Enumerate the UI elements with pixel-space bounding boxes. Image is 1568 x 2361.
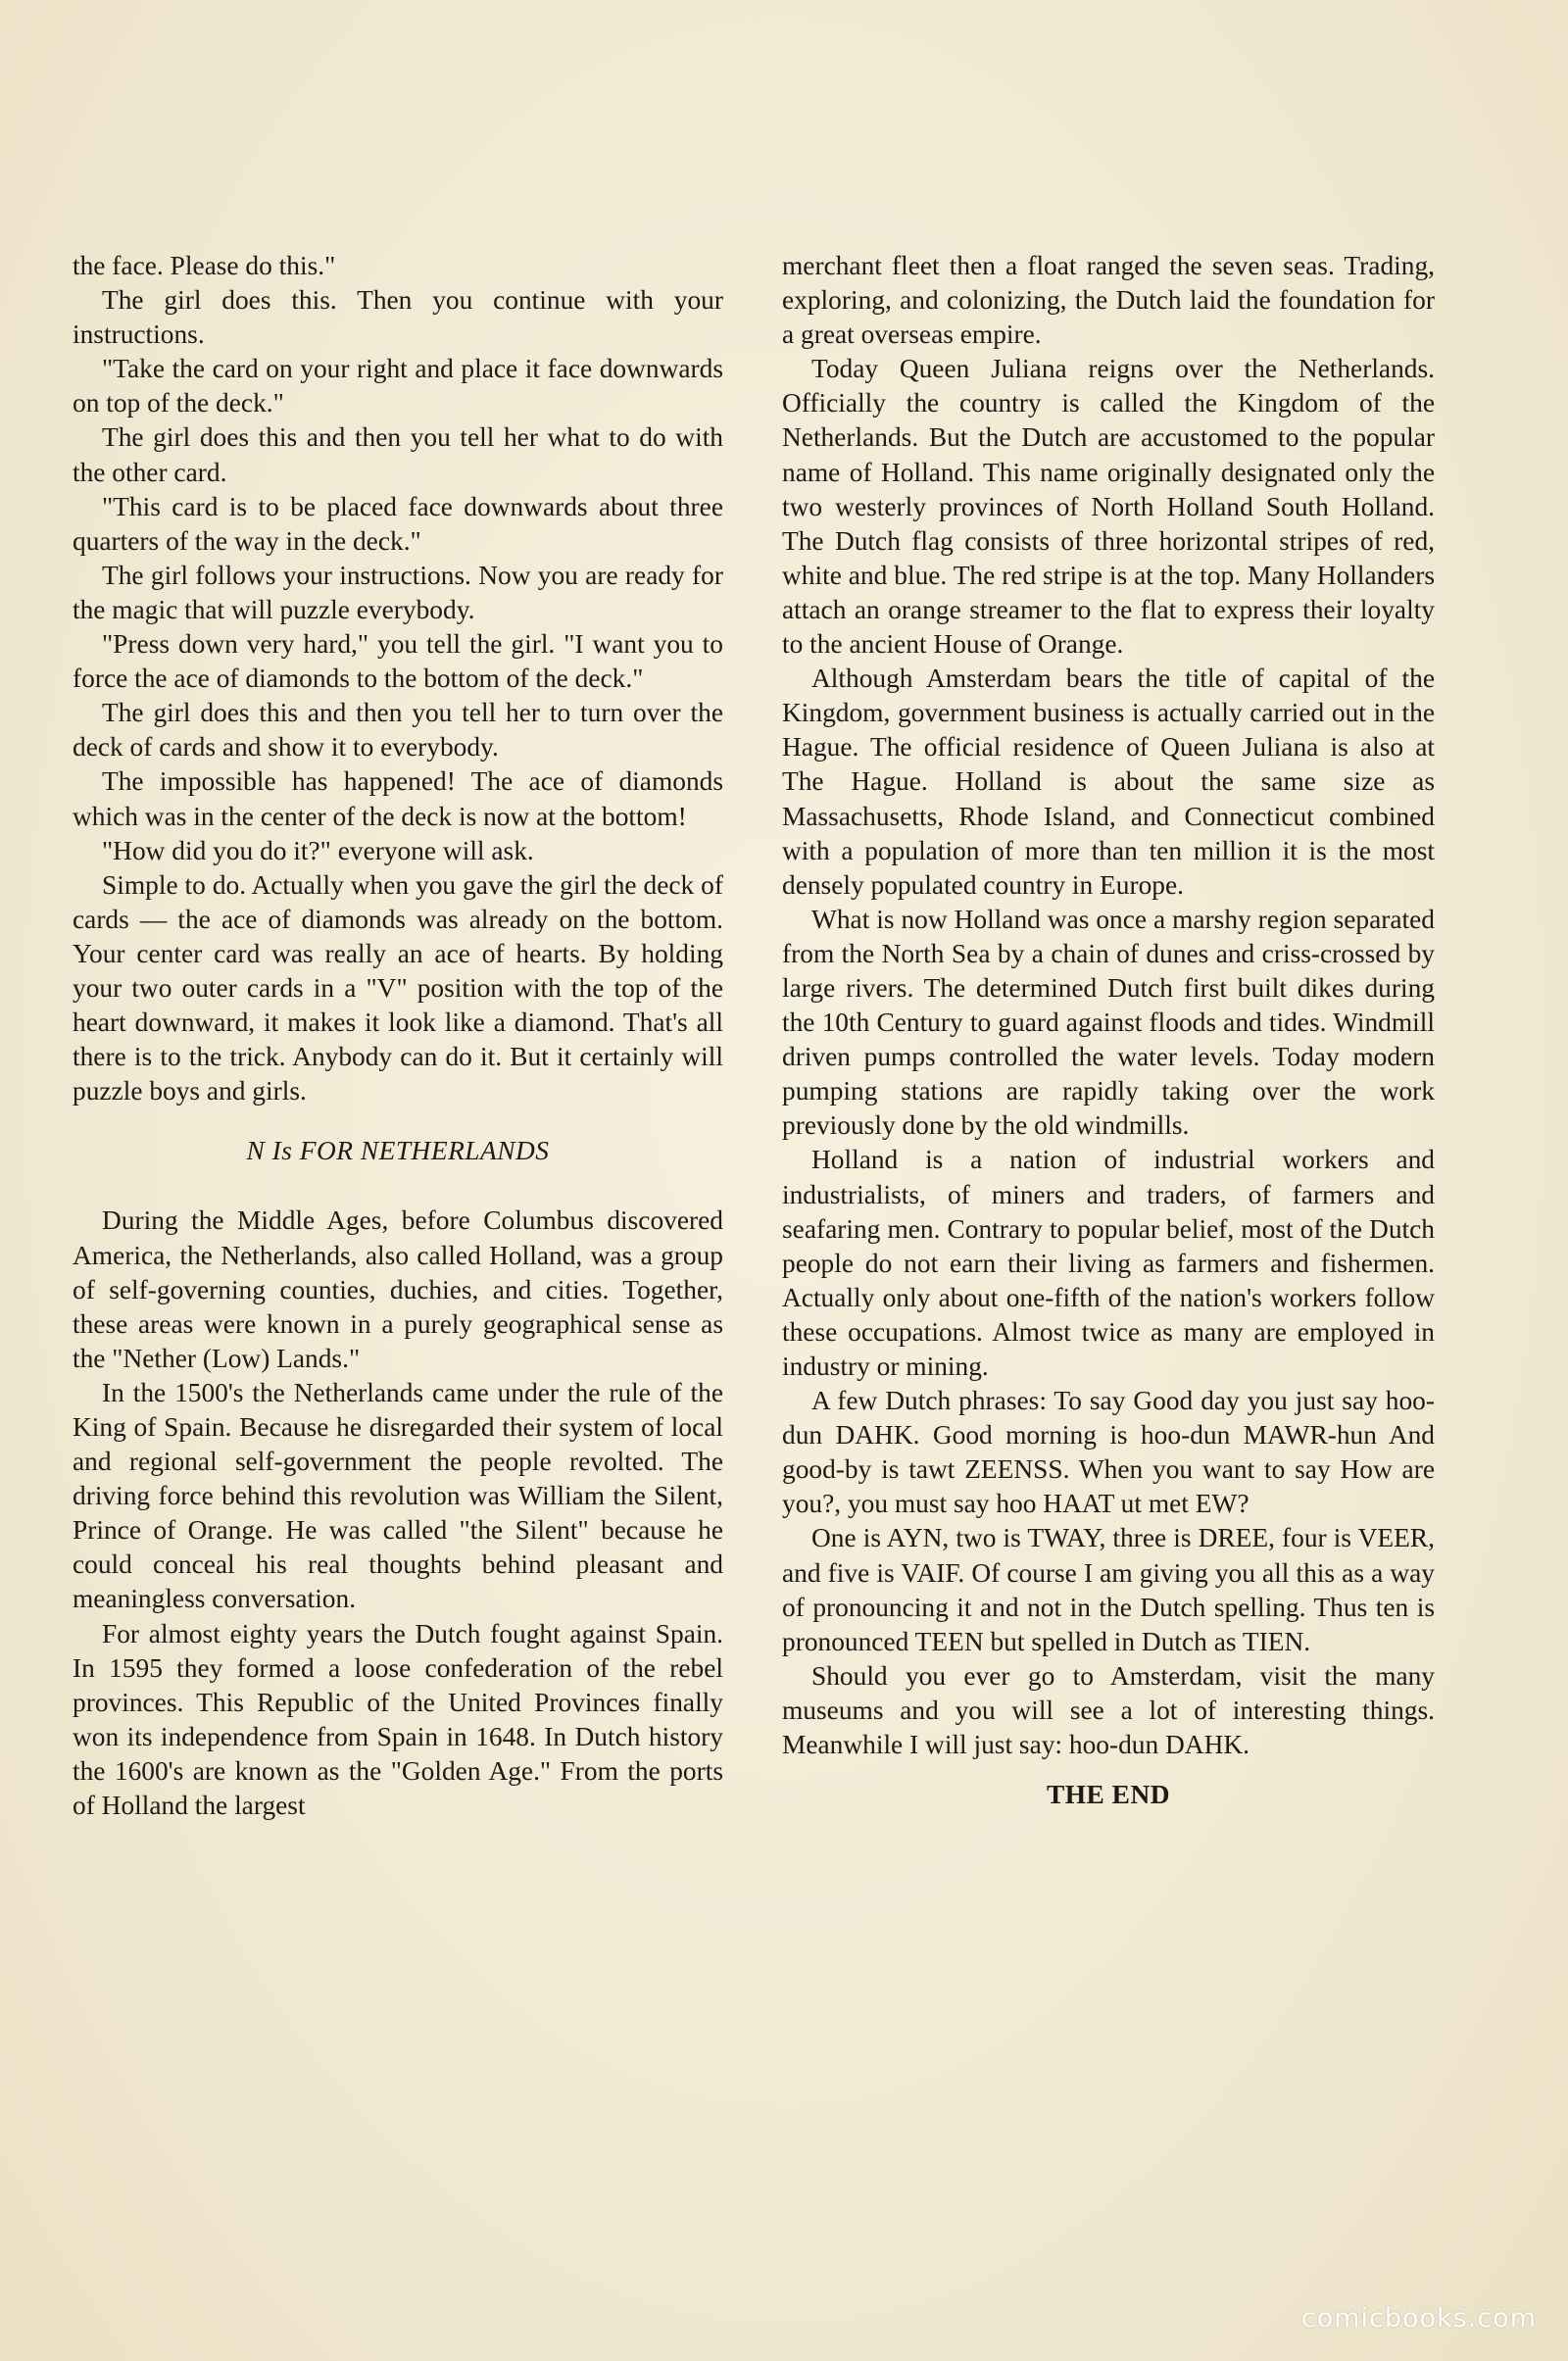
paragraph: Holland is a nation of industrial workers and industrialists, of miners and traders, of farmers and seafaring men. Contrary to popular belief, most of the Dutch people do not earn their living as farmers and fishermen. Actually only about one-fifth of the nation's workers follow these occupations. Almost twice as many are employed in industry or mining. xyxy=(782,1145,1435,1381)
paragraph: Simple to do. Actually when you gave the girl the deck of cards — the ace of diamonds was already on the bottom. Your center card was really an ace of hearts. By holding your two outer cards in a "V" position with the top of the heart downward, it makes it look like a diamond. That's all there is to the trick. Anybody can do it. But it certainly will puzzle boys and girls. xyxy=(73,869,723,1107)
paragraph: "This card is to be placed face downwards about three quarters of the way in the deck." xyxy=(73,491,723,556)
paragraph: The girl does this and then you tell her to turn over the deck of cards and show it to everybody. xyxy=(73,698,723,762)
paragraph: During the Middle Ages, before Columbus discovered America, the Netherlands, also called Holland, was a group of self-governing counties, duchies, and cities. Together, these areas were known in a purely geographical sense as the "Nether (Low) Lands." xyxy=(73,1205,723,1373)
paragraph: The impossible has happened! The ace of diamonds which was in the center of the deck is now at the bottom! xyxy=(73,766,723,831)
paragraph: Should you ever go to Amsterdam, visit the many museums and you will see a lot of interesting things. Meanwhile I will just say: hoo-dun DAHK. xyxy=(782,1660,1435,1760)
paragraph: What is now Holland was once a marshy region separated from the North Sea by a chain of dunes and criss-crossed by large rivers. The determined Dutch first built dikes during the 10th Century to guard against floods and tides. Windmill driven pumps controlled the water levels. Today modern pumping stations are rapidly taking over the work previously done by the old windmills. xyxy=(782,904,1435,1141)
paragraph: merchant fleet then a float ranged the seven seas. Trading, exploring, and colonizing, the Dutch laid the foundation for a great overseas empire. xyxy=(782,251,1435,350)
watermark: comicbooks.com xyxy=(1300,2303,1537,2334)
section-heading: N Is FOR NETHERLANDS xyxy=(246,1136,550,1166)
paragraph: The girl follows your instructions. Now you are ready for the magic that will puzzle everybody. xyxy=(73,560,723,624)
paragraph: "Take the card on your right and place it face downwards on top of the deck." xyxy=(73,354,723,418)
paragraph: For almost eighty years the Dutch fought against Spain. In 1595 they formed a loose confederation of the rebel provinces. This Republic of the United Provinces finally won its independence from Spain in 1648. In Dutch history the 1600's are known as the "Golden Age." From the ports of Holland the largest xyxy=(73,1618,723,1821)
paragraph: Today Queen Juliana reigns over the Netherlands. Officially the country is called the Kingdom of the Netherlands. But the Dutch are accustomed to the popular name of Holland. This name originally designated only the two westerly provinces of North Holland South Holland. The Dutch flag consists of three horizontal stripes of red, white and blue. The red stripe is at the top. Many Hollanders attach an orange streamer to the flat to express their loyalty to the ancient House of Orange. xyxy=(782,354,1435,660)
right-column xyxy=(782,249,1435,1812)
left-column xyxy=(73,249,723,1823)
paragraph: "How did you do it?" everyone will ask. xyxy=(102,835,534,865)
paragraph: One is AYN, two is TWAY, three is DREE, four is VEER, and five is VAIF. Of course I am giving you all this as a way of pronouncing it and not in the Dutch spelling. Thus ten is pronounced TEEN but spelled in Dutch as TIEN. xyxy=(782,1523,1435,1656)
paragraph: the face. Please do this." xyxy=(73,251,336,280)
paragraph: A few Dutch phrases: To say Good day you just say hoo-dun DAHK. Good morning is hoo-dun MAWR-hun And good-by is tawt ZEENSS. When you want to say How are you?, you must say hoo HAAT ut met EW? xyxy=(782,1386,1435,1519)
paragraph: In the 1500's the Netherlands came under the rule of the King of Spain. Because he disregarded their system of local and regional self-government the people revolted. The driving force behind this revolution was William the Silent, Prince of Orange. He was called "the Silent" because he could conceal his real thoughts behind pleasant and meaningless conversation. xyxy=(73,1377,723,1614)
the-end-label: THE END xyxy=(1046,1780,1171,1810)
paragraph: Although Amsterdam bears the title of capital of the Kingdom, government business is actually carried out in the Hague. The official residence of Queen Juliana is also at The Hague. Holland is about the same size as Massachusetts, Rhode Island, and Connecticut combined with a population of more than ten million it is the most densely populated country in Europe. xyxy=(782,664,1435,900)
paragraph: "Press down very hard," you tell the girl. "I want you to force the ace of diamonds to the bottom of the deck." xyxy=(73,629,723,694)
paragraph: The girl does this and then you tell her what to do with the other card. xyxy=(73,422,723,487)
paragraph: The girl does this. Then you continue with your instructions. xyxy=(73,285,723,350)
